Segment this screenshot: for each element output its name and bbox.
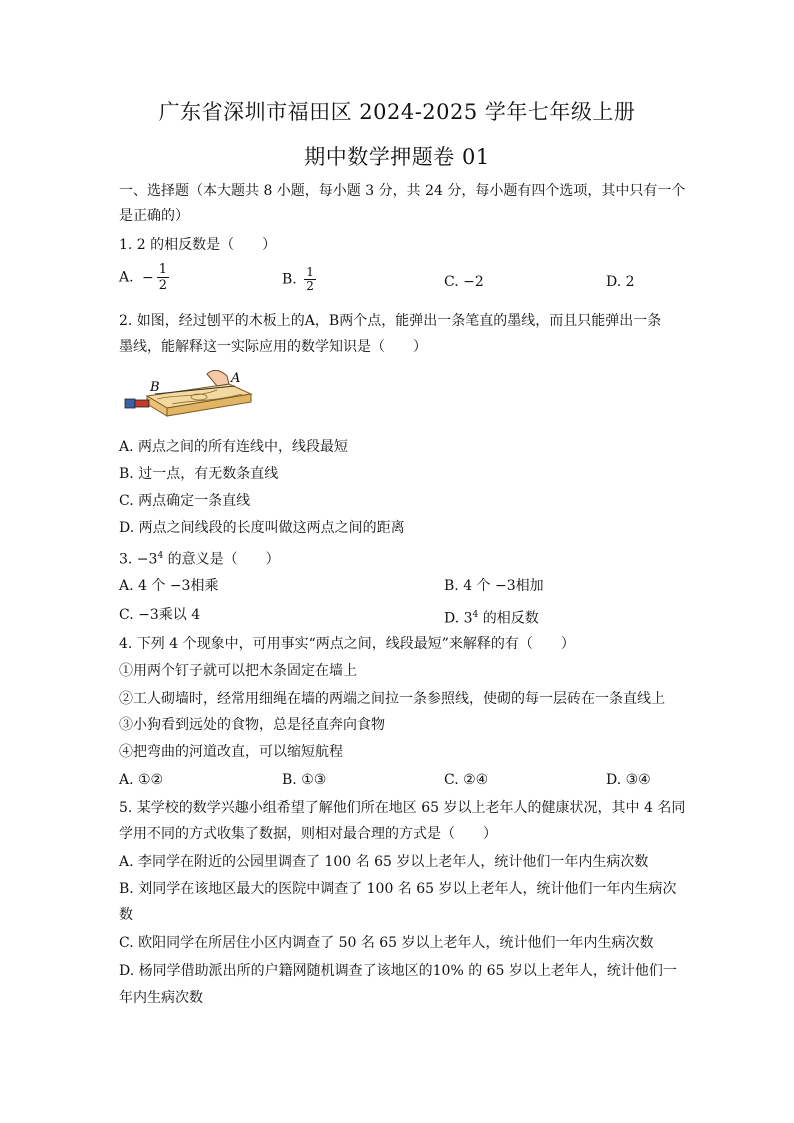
q3-d-pre: D. 3 — [444, 610, 473, 627]
q1-option-a — [119, 262, 169, 293]
q3-stem — [119, 547, 280, 569]
q1-a-denominator: 2 — [158, 278, 168, 293]
q2-option-c: C. 两点确定一条直线 — [119, 493, 251, 509]
q1-a-fraction — [157, 262, 169, 293]
section-heading-line2: 是正确的） — [119, 208, 189, 224]
q3-stem-exponent: 4 — [157, 551, 164, 561]
q1-b-fraction — [304, 266, 316, 293]
q2-stem-line2: 墨线，能解释这一实际应用的数学知识是（ ） — [119, 339, 427, 355]
q3-option-a: A. 4 个 −3相乘 — [119, 578, 219, 594]
plank-figure — [117, 364, 257, 424]
q1-b-label: B. — [282, 271, 297, 288]
q1-b-numerator: 1 — [306, 265, 314, 279]
q4-option-c: C. ②④ — [444, 772, 489, 788]
exam-title-line1: 广东省深圳市福田区 2024-2025 学年七年级上册 — [158, 100, 636, 124]
q2-option-a: A. 两点之间的所有连线中，线段最短 — [119, 439, 349, 455]
q3-d-exponent: 4 — [472, 610, 479, 620]
q3-option-c: C. −3乘以 4 — [119, 607, 201, 623]
q3-stem-post: 的意义是（ ） — [163, 551, 280, 568]
q2-option-d: D. 两点之间线段的长度叫做这两点之间的距离 — [119, 520, 405, 536]
q3-option-d — [444, 606, 539, 628]
q5-option-d-line2: 年内生病次数 — [119, 990, 203, 1006]
q1-b-denominator: 2 — [306, 279, 314, 293]
q3-stem-pre: 3. −3 — [119, 551, 158, 568]
q2-stem-line1: 2. 如图，经过刨平的木板上的A，B两个点，能弹出一条笔直的墨线，而且只能弹出一条 — [119, 313, 662, 329]
q1-option-c: C. −2 — [444, 274, 484, 290]
q1-option-d: D. 2 — [606, 274, 635, 290]
q5-option-b-line2: 数 — [119, 907, 133, 923]
q5-stem-line2: 学用不同的方式收集了数据，则相对最合理的方式是（ ） — [119, 826, 497, 842]
q5-option-a: A. 李同学在附近的公园里调查了 100 名 65 岁以上老年人，统计他们一年内生病次数 — [119, 854, 649, 870]
q5-option-b-line1: B. 刘同学在该地区最大的医院中调查了 100 名 65 岁以上老年人，统计他们一年内生病次 — [119, 881, 677, 897]
q5-option-d-line1: D. 杨同学借助派出所的户籍网随机调查了该地区的10% 的 65 岁以上老年人，统计他们一 — [119, 963, 677, 979]
section-heading-line1: 一、选择题（本大题共 8 小题，每小题 3 分，共 24 分，每小题有四个选项，其中只有一个 — [119, 183, 686, 199]
exam-title-line2: 期中数学押题卷 01 — [304, 145, 490, 169]
figure-label-b: B — [150, 380, 160, 395]
q2-option-b: B. 过一点，有无数条直线 — [119, 466, 279, 482]
q4-item1: ①用两个钉子就可以把木条固定在墙上 — [119, 663, 357, 679]
q4-item4: ④把弯曲的河道改直，可以缩短航程 — [119, 744, 343, 760]
q1-stem: 1. 2 的相反数是（ ） — [119, 237, 277, 253]
q3-d-post: 的相反数 — [478, 610, 539, 627]
q5-stem-line1: 5. 某学校的数学兴趣小组希望了解他们所在地区 65 岁以上老年人的健康状况，其中 4 名同 — [119, 800, 686, 816]
q4-item2: ②工人砌墙时，经常用细绳在墙的两端之间拉一条参照线，使砌的每一层砖在一条直线上 — [119, 691, 665, 707]
q4-option-d: D. ③④ — [606, 772, 651, 788]
q1-option-b — [282, 266, 316, 293]
q1-a-sign: − — [142, 269, 154, 286]
q4-option-b: B. ①③ — [282, 772, 327, 788]
q1-a-numerator: 1 — [158, 262, 168, 277]
q4-item3: ③小狗看到远处的食物，总是径直奔向食物 — [119, 717, 385, 733]
q4-option-a: A. ①② — [119, 772, 164, 788]
q5-option-c: C. 欧阳同学在所居住小区内调查了 50 名 65 岁以上老年人，统计他们一年内生病次数 — [119, 935, 654, 951]
q3-option-b: B. 4 个 −3相加 — [444, 578, 544, 594]
figure-label-a: A — [231, 371, 241, 386]
hand-right — [207, 370, 229, 386]
sleeve-left — [125, 399, 135, 408]
q4-stem: 4. 下列 4 个现象中，可用事实“两点之间，线段最短”来解释的有（ ） — [119, 636, 575, 652]
q1-a-label: A. — [119, 269, 134, 286]
hand-left — [135, 400, 149, 407]
